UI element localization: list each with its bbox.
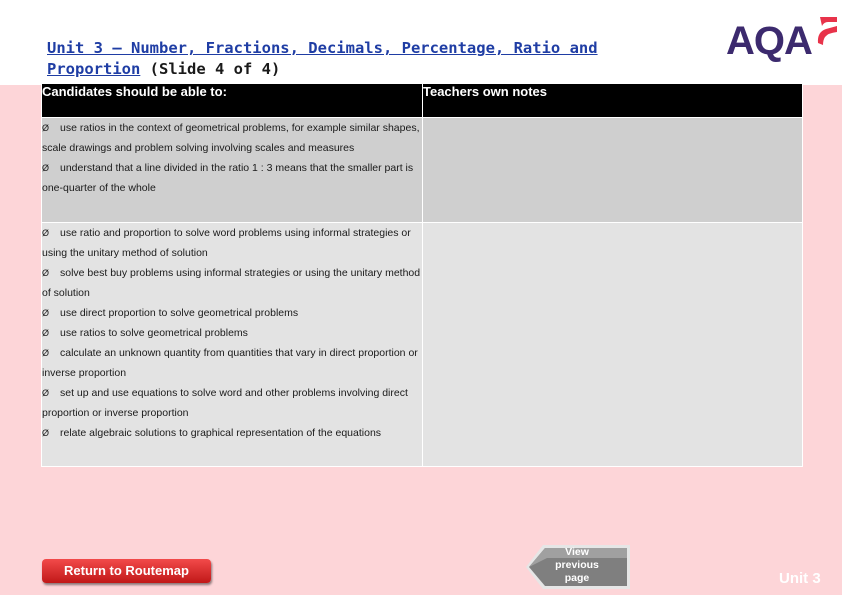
page-title: [47, 38, 687, 80]
aqa-swoosh-icon: [816, 16, 838, 46]
objective-item: [42, 263, 422, 303]
header-candidates: Candidates should be able to:: [42, 84, 423, 118]
objectives-cell-1: [42, 118, 423, 223]
objective-text: use ratio and proportion to solve word problems using informal strategies or using the unitary method of solution: [42, 227, 411, 259]
view-previous-label: [545, 546, 609, 585]
objective-item: [42, 323, 422, 343]
arrow-bullet-icon: Ø: [42, 163, 50, 173]
objectives-table: [41, 83, 803, 467]
return-to-routemap-button[interactable]: Return to Routemap: [42, 559, 211, 583]
prev-label-line: previous: [555, 559, 599, 571]
arrow-bullet-icon: Ø: [42, 123, 50, 133]
objective-item: [42, 343, 422, 383]
objective-text: relate algebraic solutions to graphical representation of the equations: [60, 427, 382, 439]
objective-text: set up and use equations to solve word and other problems involving direct proportion or inverse proportion: [42, 387, 408, 419]
objective-item: [42, 383, 422, 423]
title-link[interactable]: Unit 3 – Number, Fractions, Decimals, Percentage, Ratio and Proportion: [47, 39, 598, 78]
unit-label: Unit 3: [779, 570, 821, 587]
objective-item: [42, 118, 422, 158]
objectives-cell-2: [42, 223, 423, 467]
aqa-logo: [726, 16, 838, 66]
header-teachers-notes: Teachers own notes: [423, 84, 803, 118]
objective-item: [42, 303, 422, 323]
objective-text: use ratios in the context of geometrical problems, for example similar shapes, scale drawings and problem solving involving scales and measures: [42, 122, 420, 154]
objective-item: [42, 223, 422, 263]
objective-text: understand that a line divided in the ratio 1 : 3 means that the smaller part is one-quarter of the whole: [42, 162, 414, 194]
prev-label-line: page: [564, 572, 590, 584]
arrow-bullet-icon: Ø: [42, 328, 50, 338]
title-suffix: (Slide 4 of 4): [140, 60, 281, 78]
objective-item: [42, 423, 422, 443]
objective-text: calculate an unknown quantity from quantities that vary in direct proportion or inverse proportion: [42, 347, 418, 379]
prev-label-line: View: [565, 546, 589, 558]
arrow-bullet-icon: Ø: [42, 268, 50, 278]
notes-cell-1[interactable]: [423, 118, 803, 223]
logo-text: AQA: [726, 19, 812, 63]
notes-cell-2[interactable]: [423, 223, 803, 467]
objective-text: solve best buy problems using informal strategies or using the unitary method of solution: [42, 267, 421, 299]
objective-text: use direct proportion to solve geometrical problems: [60, 307, 299, 319]
arrow-bullet-icon: Ø: [42, 308, 50, 318]
arrow-bullet-icon: Ø: [42, 228, 50, 238]
objective-item: [42, 158, 422, 198]
arrow-bullet-icon: Ø: [42, 428, 50, 438]
arrow-bullet-icon: Ø: [42, 388, 50, 398]
arrow-bullet-icon: Ø: [42, 348, 50, 358]
objective-text: use ratios to solve geometrical problems: [60, 327, 248, 339]
view-previous-page-button[interactable]: [523, 544, 631, 590]
